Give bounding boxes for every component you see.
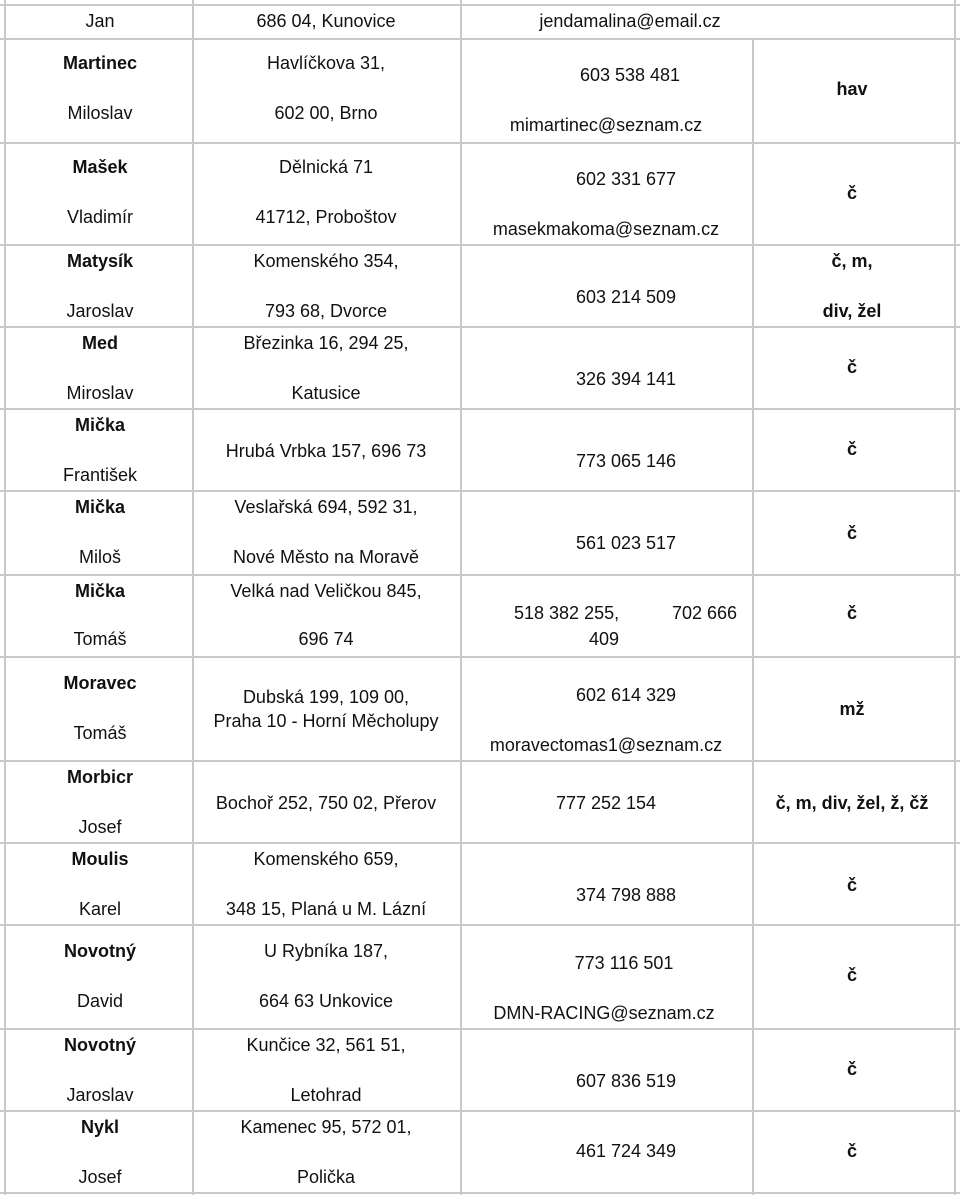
table-border — [0, 924, 960, 926]
surname-cell: Jan — [85, 11, 115, 31]
note-cell: č — [846, 523, 858, 543]
address-line: Březinka 16, 294 25, — [243, 333, 409, 353]
phone-cell: 461 724 349 — [575, 1141, 677, 1161]
table-border — [192, 0, 194, 1195]
email-cell: jendamalina@email.cz — [539, 11, 721, 31]
address-line: Hrubá Vrbka 157, 696 73 — [225, 441, 427, 461]
note-cell: div, žel — [822, 301, 882, 321]
first-name-cell: Tomáš — [73, 629, 127, 649]
surname-cell: Matysík — [66, 251, 134, 271]
first-name-cell: Miloš — [78, 547, 122, 567]
address-line: Katusice — [291, 383, 361, 403]
first-name-cell: David — [76, 991, 124, 1011]
surname-cell: Novotný — [64, 1035, 136, 1055]
surname-cell: Moravec — [63, 673, 137, 693]
table-border — [0, 1192, 960, 1194]
address-line: Dělnická 71 — [278, 157, 374, 177]
email-cell: masekmakoma@seznam.cz — [492, 219, 720, 239]
phone-cell: 603 214 509 — [575, 287, 677, 307]
note-cell: č — [846, 1141, 858, 1161]
first-name-cell: Josef — [78, 1167, 122, 1187]
phone-cell: 607 836 519 — [575, 1071, 677, 1091]
table-border — [954, 0, 956, 1195]
table-border — [0, 142, 960, 144]
address-line: 348 15, Planá u M. Lázní — [225, 899, 427, 919]
address-line: U Rybníka 187, — [263, 941, 389, 961]
phone-cell: 602 331 677 — [575, 169, 677, 189]
first-name-cell: Miloslav — [67, 103, 133, 123]
surname-cell: Martinec — [62, 53, 138, 73]
note-cell: č — [846, 439, 858, 459]
first-name-cell: Jaroslav — [66, 301, 134, 321]
first-name-cell: Josef — [78, 817, 122, 837]
table-border — [0, 1110, 960, 1112]
address-line: 664 63 Unkovice — [258, 991, 394, 1011]
address-line: 696 74 — [298, 629, 354, 649]
surname-cell: Novotný — [64, 941, 136, 961]
table-border — [4, 0, 6, 1195]
address-line: Praha 10 - Horní Měcholupy — [213, 711, 439, 731]
table-border — [0, 38, 960, 40]
address-line: Havlíčkova 31, — [266, 53, 386, 73]
table-border — [0, 408, 960, 410]
table-border — [0, 760, 960, 762]
surname-cell: Morbicr — [66, 767, 134, 787]
address-line: Dubská 199, 109 00, — [242, 687, 410, 707]
address-line: 41712, Proboštov — [255, 207, 397, 227]
email-cell: moravectomas1@seznam.cz — [489, 735, 723, 755]
table-border — [0, 326, 960, 328]
table-border — [0, 656, 960, 658]
email-cell: mimartinec@seznam.cz — [509, 115, 703, 135]
address-line: Bochoř 252, 750 02, Přerov — [215, 793, 437, 813]
note-cell: č — [846, 603, 858, 623]
email-cell: DMN-RACING@seznam.cz — [493, 1003, 715, 1023]
first-name-cell: Jaroslav — [66, 1085, 134, 1105]
address-line: 686 04, Kunovice — [256, 11, 396, 31]
phone-cell: 773 116 501 — [574, 953, 674, 973]
phone-cell: 773 065 146 — [575, 451, 677, 471]
table-border — [0, 490, 960, 492]
address-line: Letohrad — [290, 1085, 362, 1105]
surname-cell: Nykl — [80, 1117, 120, 1137]
note-cell: č — [846, 965, 858, 985]
address-line: Velká nad Veličkou 845, — [230, 581, 422, 601]
phone-cell: 326 394 141 — [575, 369, 677, 389]
surname-cell: Mička — [74, 581, 126, 601]
phone-cell: 777 252 154 — [555, 793, 657, 813]
first-name-cell: Karel — [78, 899, 122, 919]
phone-cell: 518 382 255, — [514, 603, 620, 623]
phone-cell: 409 — [588, 629, 620, 649]
table-border — [460, 0, 462, 1195]
phone-cell: 602 614 329 — [575, 685, 677, 705]
note-cell: č, m, — [831, 251, 873, 271]
address-line: Kamenec 95, 572 01, — [240, 1117, 412, 1137]
address-line: Komenského 354, — [253, 251, 399, 271]
address-line: 602 00, Brno — [274, 103, 378, 123]
address-line: Nové Město na Moravě — [232, 547, 420, 567]
address-line: Kunčice 32, 561 51, — [246, 1035, 406, 1055]
note-cell: č — [846, 1059, 858, 1079]
phone-cell: 374 798 888 — [575, 885, 677, 905]
note-cell: č — [846, 875, 858, 895]
table-border — [0, 842, 960, 844]
address-line: 793 68, Dvorce — [264, 301, 388, 321]
table-border — [0, 244, 960, 246]
note-cell: hav — [836, 79, 868, 99]
surname-cell: Moulis — [71, 849, 129, 869]
surname-cell: Mička — [74, 415, 126, 435]
table-border — [0, 4, 960, 6]
address-line: Veslařská 694, 592 31, — [234, 497, 418, 517]
phone-cell: 603 538 481 — [579, 65, 681, 85]
table-border — [0, 1028, 960, 1030]
surname-cell: Med — [82, 333, 118, 353]
table-border — [752, 40, 754, 1195]
note-cell: mž — [839, 699, 865, 719]
address-line: Polička — [296, 1167, 356, 1187]
first-name-cell: Miroslav — [66, 383, 134, 403]
first-name-cell: Tomáš — [73, 723, 127, 743]
phone-cell: 702 666 — [672, 603, 738, 623]
first-name-cell: Vladimír — [66, 207, 134, 227]
address-line: Komenského 659, — [253, 849, 399, 869]
phone-cell: 561 023 517 — [575, 533, 677, 553]
note-cell: č — [846, 357, 858, 377]
table-border — [0, 574, 960, 576]
surname-cell: Mašek — [72, 157, 128, 177]
first-name-cell: František — [62, 465, 138, 485]
note-cell: č, m, div, žel, ž, čž — [775, 793, 929, 813]
note-cell: č — [846, 183, 858, 203]
surname-cell: Mička — [74, 497, 126, 517]
